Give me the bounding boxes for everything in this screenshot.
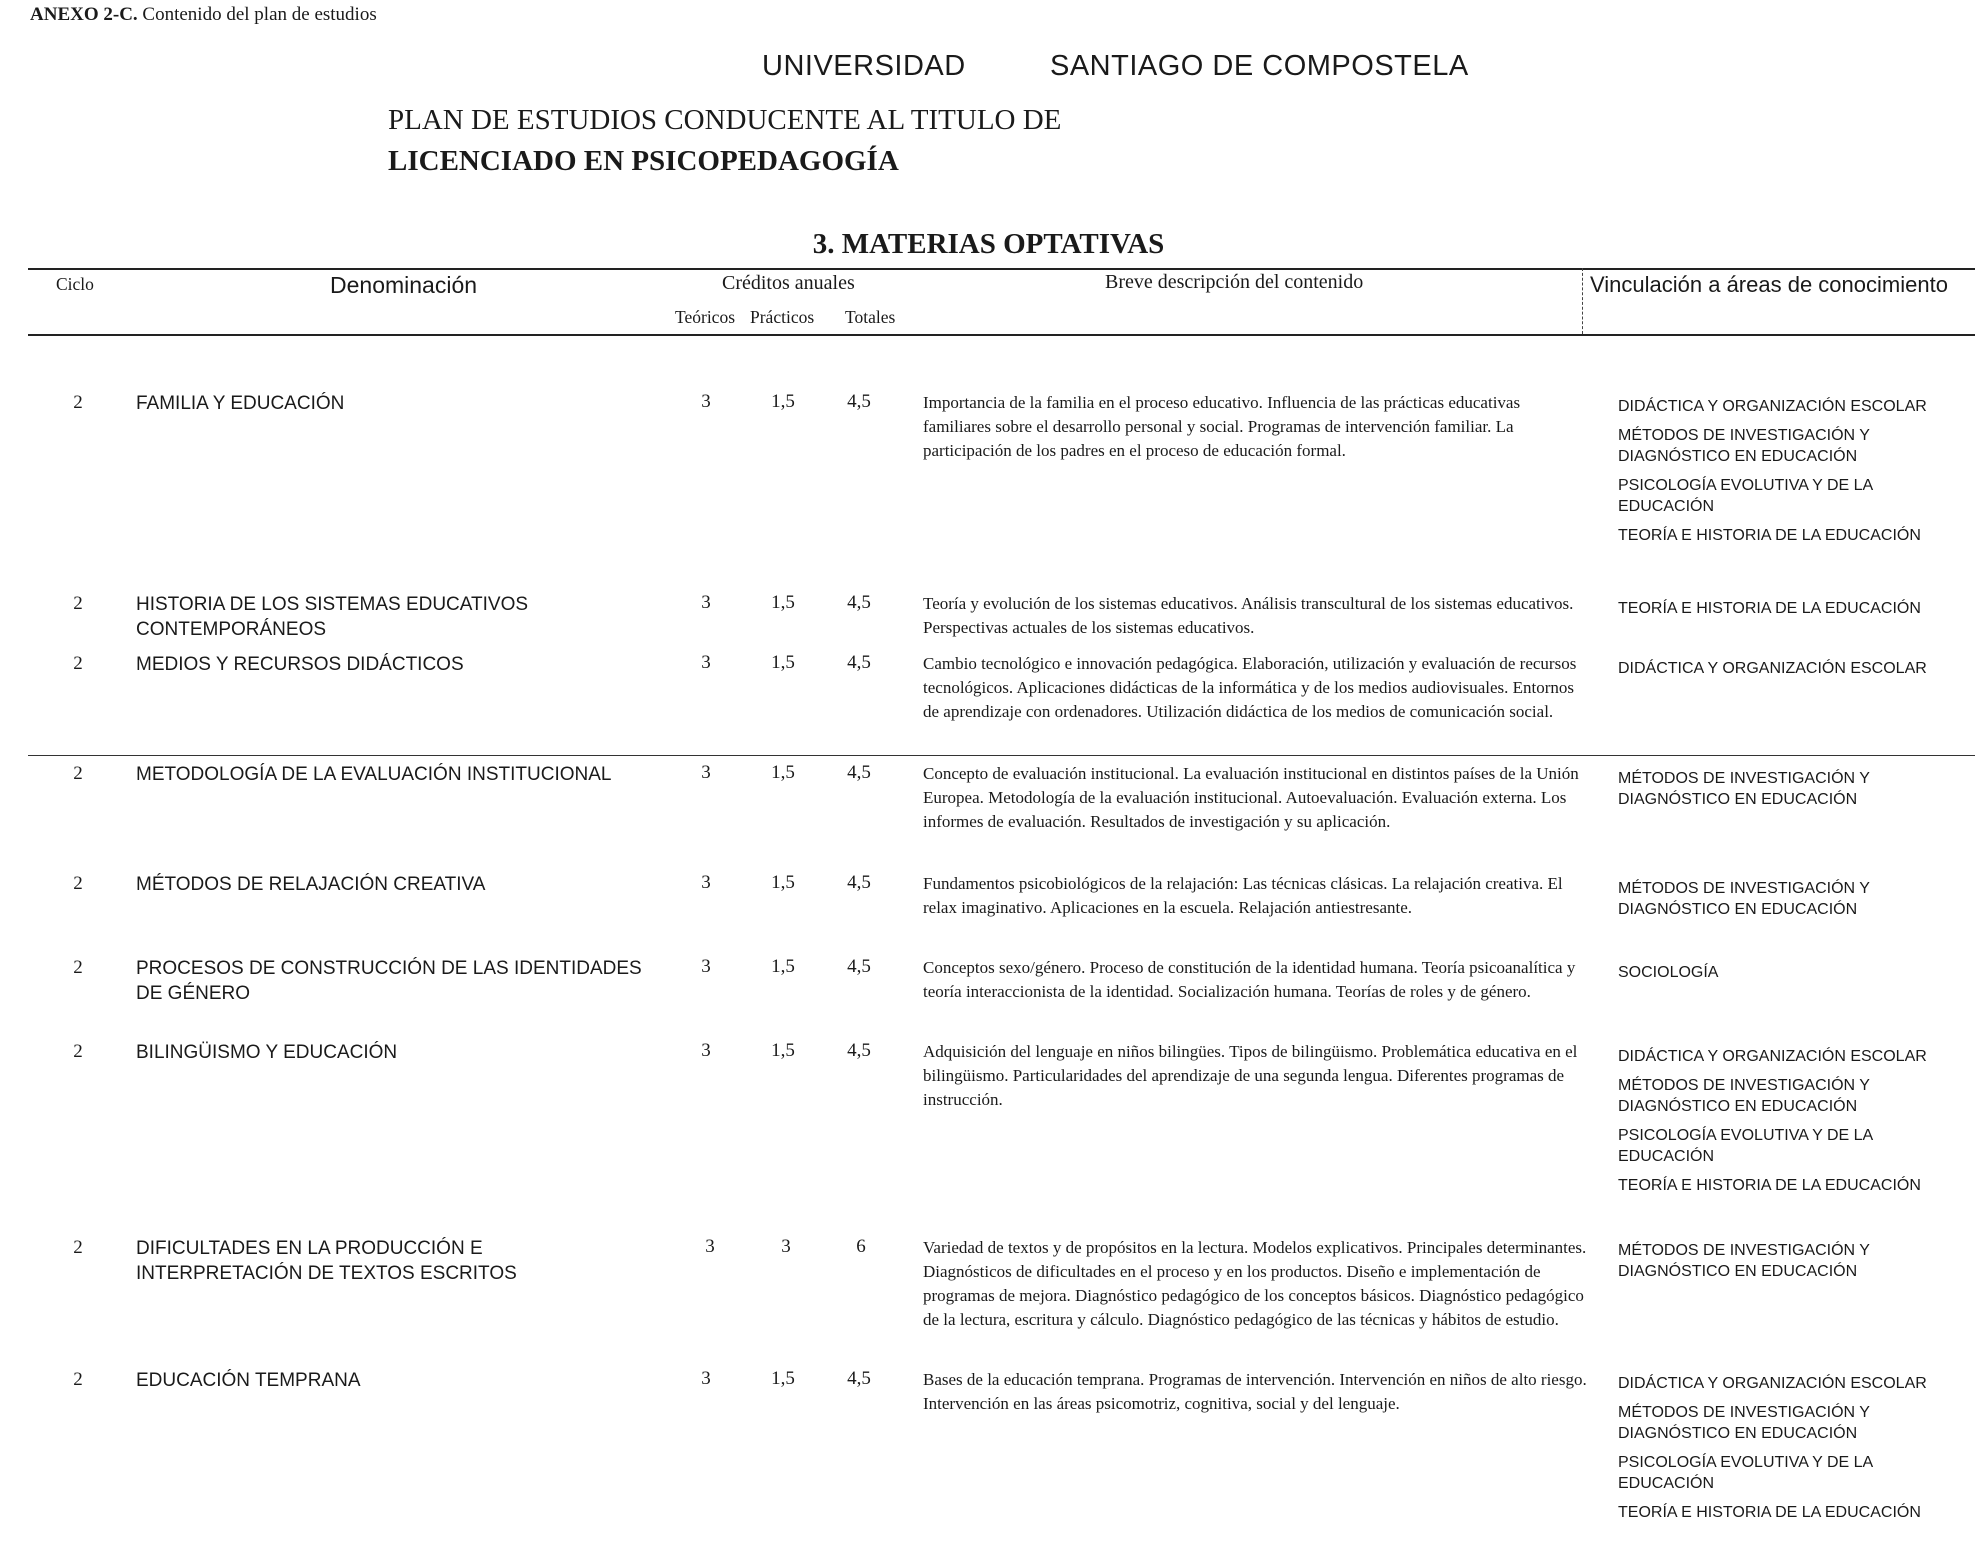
area-item: SOCIOLOGÍA xyxy=(1618,964,1719,981)
row-totales: 4,5 xyxy=(847,1040,871,1061)
area-item: MÉTODOS DE INVESTIGACIÓN Y DIAGNÓSTICO EN EDUCACIÓN xyxy=(1618,1404,1870,1442)
row-totales: 6 xyxy=(856,1236,866,1257)
row-name: PROCESOS DE CONSTRUCCIÓN DE LAS IDENTIDADES DE GÉNERO xyxy=(136,958,642,1004)
row-description: Teoría y evolución de los sistemas educativos. Análisis transcultural de los sistemas educativos. Perspectivas actuales de los sistemas educativos. xyxy=(923,594,1574,637)
row-totales: 4,5 xyxy=(847,592,871,613)
row-ciclo: 2 xyxy=(73,873,83,894)
row-totales: 4,5 xyxy=(847,956,871,977)
row-teoricos: 3 xyxy=(701,1368,711,1389)
row-areas xyxy=(1618,878,1958,928)
col-header-practicos: Prácticos xyxy=(750,307,815,327)
section-title: 3. MATERIAS OPTATIVAS xyxy=(812,228,1165,260)
row-name: HISTORIA DE LOS SISTEMAS EDUCATIVOS CONTEMPORÁNEOS xyxy=(136,594,529,640)
row-teoricos: 3 xyxy=(701,592,711,613)
row-areas xyxy=(1618,1046,1958,1204)
row-practicos: 1,5 xyxy=(771,1368,795,1389)
annex-title: Contenido del plan de estudios xyxy=(142,4,377,25)
area-item: PSICOLOGÍA EVOLUTIVA Y DE LA EDUCACIÓN xyxy=(1618,1454,1873,1492)
row-teoricos: 3 xyxy=(701,1040,711,1061)
row-areas xyxy=(1618,768,1958,818)
area-item: DIDÁCTICA Y ORGANIZACIÓN ESCOLAR xyxy=(1618,398,1927,415)
row-areas xyxy=(1618,1373,1958,1531)
annex-label: ANEXO 2-C. xyxy=(30,4,138,25)
row-practicos: 1,5 xyxy=(771,1040,795,1061)
row-teoricos: 3 xyxy=(701,391,711,412)
col-header-vinculacion: Vinculación a áreas de conocimiento xyxy=(1590,272,1948,297)
area-item: MÉTODOS DE INVESTIGACIÓN Y DIAGNÓSTICO EN EDUCACIÓN xyxy=(1618,427,1870,465)
row-teoricos: 3 xyxy=(701,872,711,893)
row-ciclo: 2 xyxy=(73,392,83,413)
row-description: Fundamentos psicobiológicos de la relajación: Las técnicas clásicas. La relajación creativa. El relax imaginativo. Aplicaciones en la escuela. Relajación antiestresante. xyxy=(923,874,1563,917)
table-top-rule xyxy=(28,268,1975,270)
col-header-totales: Totales xyxy=(845,307,896,327)
area-item: TEORÍA E HISTORIA DE LA EDUCACIÓN xyxy=(1618,600,1921,617)
row-practicos: 1,5 xyxy=(771,762,795,783)
row-areas xyxy=(1618,962,1958,991)
row-ciclo: 2 xyxy=(73,957,83,978)
col-header-teoricos: Teóricos xyxy=(675,307,736,327)
row-areas xyxy=(1618,658,1958,687)
area-item: DIDÁCTICA Y ORGANIZACIÓN ESCOLAR xyxy=(1618,1375,1927,1392)
area-item: PSICOLOGÍA EVOLUTIVA Y DE LA EDUCACIÓN xyxy=(1618,1127,1873,1165)
row-name: BILINGÜISMO Y EDUCACIÓN xyxy=(136,1042,398,1063)
col-header-ciclo: Ciclo xyxy=(56,274,94,294)
row-totales: 4,5 xyxy=(847,1368,871,1389)
university-name: SANTIAGO DE COMPOSTELA xyxy=(1050,50,1469,82)
area-item: MÉTODOS DE INVESTIGACIÓN Y DIAGNÓSTICO EN EDUCACIÓN xyxy=(1618,880,1870,918)
row-practicos: 3 xyxy=(781,1236,791,1257)
row-description: Concepto de evaluación institucional. La evaluación institucional en distintos países de la Unión Europea. Metodología de la evaluación institucional. Autoevaluación. Evaluación externa. Los informes de evaluación. Resultados de investigación y su aplicación. xyxy=(923,764,1579,831)
row-teoricos: 3 xyxy=(701,956,711,977)
plan-title-line1: PLAN DE ESTUDIOS CONDUCENTE AL TITULO DE xyxy=(388,104,1062,136)
row-ciclo: 2 xyxy=(73,1237,83,1258)
row-ciclo: 2 xyxy=(73,1041,83,1062)
row-ciclo: 2 xyxy=(73,763,83,784)
row-description: Cambio tecnológico e innovación pedagógica. Elaboración, utilización y evaluación de recursos tecnológicos. Aplicaciones didácticas de la informática y de los medios audiovisuales. Entornos de aprendizaje con ordenadores. Utilización didáctica de los medios de comunicación social. xyxy=(923,654,1577,721)
row-totales: 4,5 xyxy=(847,652,871,673)
row-totales: 4,5 xyxy=(847,872,871,893)
row-practicos: 1,5 xyxy=(771,652,795,673)
row-description: Conceptos sexo/género. Proceso de constitución de la identidad humana. Teoría psicoanalítica y teoría interaccionista de la identidad. Socialización humana. Teorías de roles y de género. xyxy=(923,958,1576,1001)
row-name: MEDIOS Y RECURSOS DIDÁCTICOS xyxy=(136,654,464,675)
row-description: Adquisición del lenguaje en niños bilingües. Tipos de bilingüismo. Problemática educativa en el bilingüismo. Particularidades del aprendizaje de una segunda lengua. Diferentes programas de instrucción. xyxy=(923,1042,1578,1109)
row-totales: 4,5 xyxy=(847,391,871,412)
row-ciclo: 2 xyxy=(73,653,83,674)
header-divider xyxy=(1582,268,1583,334)
area-item: PSICOLOGÍA EVOLUTIVA Y DE LA EDUCACIÓN xyxy=(1618,477,1873,515)
row-practicos: 1,5 xyxy=(771,872,795,893)
row-name: EDUCACIÓN TEMPRANA xyxy=(136,1370,361,1391)
row-name: MÉTODOS DE RELAJACIÓN CREATIVA xyxy=(136,874,486,895)
col-header-denominacion: Denominación xyxy=(330,272,478,298)
row-description: Variedad de textos y de propósitos en la lectura. Modelos explicativos. Principales determinantes. Diagnósticos de dificultades en el proceso y en los productos. Diseño e implementación de programas de mejora. Diagnóstico pedagógico de los conceptos básicos. Diagnóstico pedagógico de la lectura, escritura y cálculo. Diagnóstico pedagógico de las técnicas y hábitos de estudio. xyxy=(923,1238,1587,1329)
row-teoricos: 3 xyxy=(701,652,711,673)
row-ciclo: 2 xyxy=(73,593,83,614)
row-areas xyxy=(1618,396,1958,554)
row-totales: 4,5 xyxy=(847,762,871,783)
university-label: UNIVERSIDAD xyxy=(762,50,966,82)
area-item: TEORÍA E HISTORIA DE LA EDUCACIÓN xyxy=(1618,527,1921,544)
row-teoricos: 3 xyxy=(701,762,711,783)
table-mid-rule xyxy=(28,755,1975,756)
row-practicos: 1,5 xyxy=(771,391,795,412)
col-header-creditos: Créditos anuales xyxy=(722,272,855,294)
row-areas xyxy=(1618,1240,1958,1290)
row-teoricos: 3 xyxy=(705,1236,715,1257)
plan-title-line2: LICENCIADO EN PSICOPEDAGOGÍA xyxy=(388,145,899,177)
row-name: METODOLOGÍA DE LA EVALUACIÓN INSTITUCIONAL xyxy=(136,764,612,785)
area-item: TEORÍA E HISTORIA DE LA EDUCACIÓN xyxy=(1618,1504,1921,1521)
area-item: MÉTODOS DE INVESTIGACIÓN Y DIAGNÓSTICO EN EDUCACIÓN xyxy=(1618,770,1870,808)
annex-heading xyxy=(30,4,377,26)
area-item: DIDÁCTICA Y ORGANIZACIÓN ESCOLAR xyxy=(1618,1048,1927,1065)
area-item: MÉTODOS DE INVESTIGACIÓN Y DIAGNÓSTICO EN EDUCACIÓN xyxy=(1618,1077,1870,1115)
table-header-rule xyxy=(28,334,1975,336)
area-item: MÉTODOS DE INVESTIGACIÓN Y DIAGNÓSTICO EN EDUCACIÓN xyxy=(1618,1242,1870,1280)
row-ciclo: 2 xyxy=(73,1369,83,1390)
row-description: Bases de la educación temprana. Programas de intervención. Intervención en niños de alto riesgo. Intervención en las áreas psicomotriz, cognitiva, social y del lenguaje. xyxy=(923,1370,1587,1413)
area-item: DIDÁCTICA Y ORGANIZACIÓN ESCOLAR xyxy=(1618,660,1927,677)
row-areas xyxy=(1618,598,1958,627)
row-name: DIFICULTADES EN LA PRODUCCIÓN E INTERPRETACIÓN DE TEXTOS ESCRITOS xyxy=(136,1238,517,1284)
row-description: Importancia de la familia en el proceso educativo. Influencia de las prácticas educativas familiares sobre el desarrollo personal y social. Programas de intervención familiar. La participación de los padres en el proceso de educación formal. xyxy=(923,393,1521,460)
row-name: FAMILIA Y EDUCACIÓN xyxy=(136,393,345,414)
area-item: TEORÍA E HISTORIA DE LA EDUCACIÓN xyxy=(1618,1177,1921,1194)
col-header-descripcion: Breve descripción del contenido xyxy=(1105,271,1364,293)
row-practicos: 1,5 xyxy=(771,956,795,977)
row-practicos: 1,5 xyxy=(771,592,795,613)
